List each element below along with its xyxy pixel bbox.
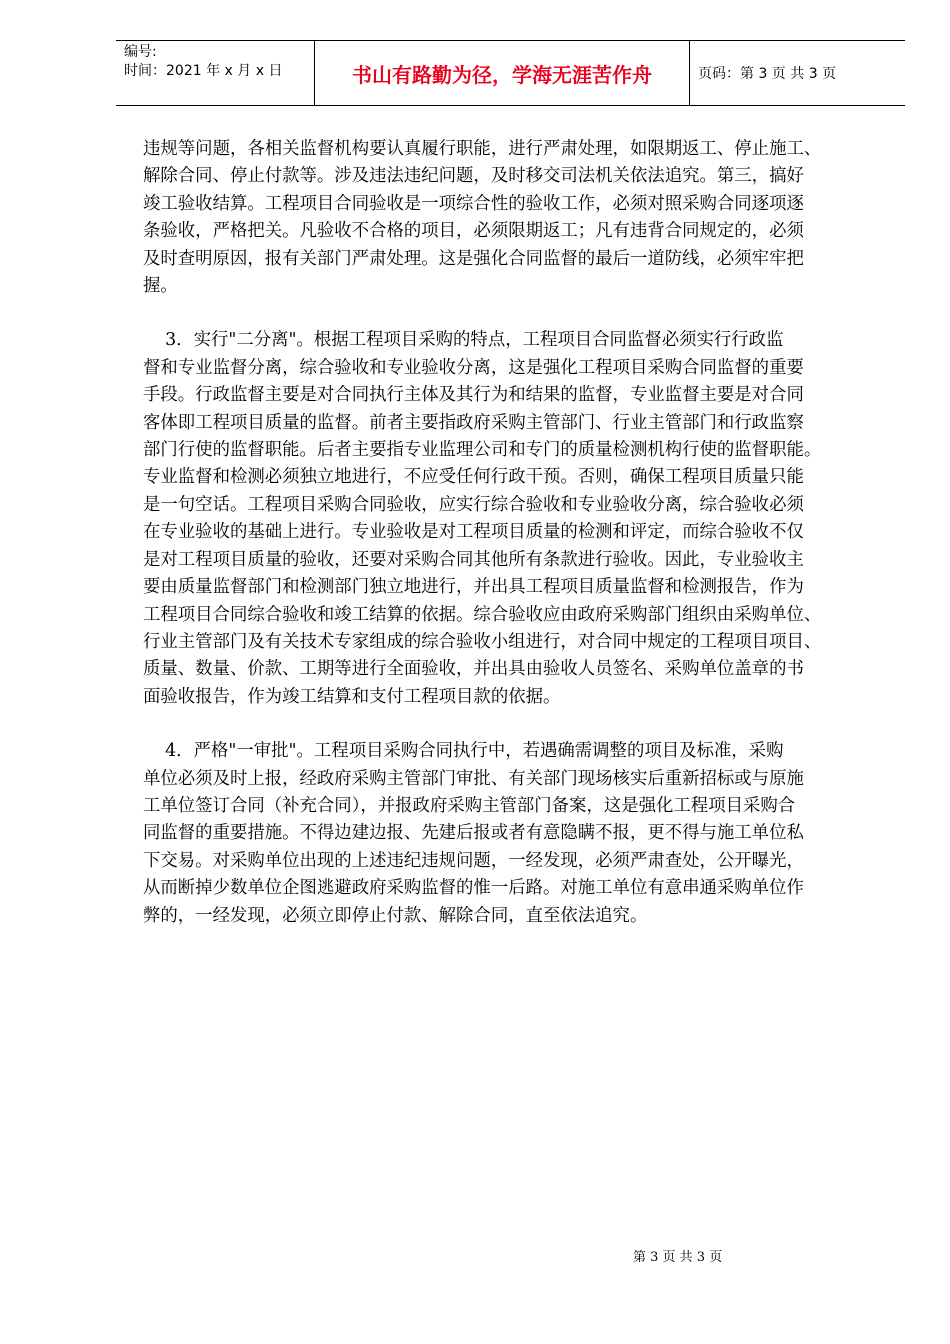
paragraph (143, 327, 883, 711)
header-motto: 书山有路勤为径，学海无涯苦作舟 (315, 41, 690, 105)
paragraph-line: 竣工验收结算。工程项目合同验收是一项综合性的验收工作，必须对照采购合同逐项逐 (143, 193, 804, 214)
header-meta (116, 41, 315, 105)
paragraph-line: 下交易。对采购单位出现的上述违纪违规问题，一经发现，必须严肃查处，公开曝光， (143, 850, 804, 871)
time-label: 时间：2021 年 x 月 x 日 (124, 63, 283, 79)
page-footer: 第 3 页 共 3 页 (633, 1250, 723, 1265)
serial-label: 编号: (124, 44, 157, 60)
paragraph-line: 面验收报告，作为竣工结算和支付工程项目款的依据。 (143, 686, 561, 707)
paragraph-line: 违规等问题，各相关监督机构要认真履行职能，进行严肃处理，如限期返工、停止施工、 (143, 139, 822, 159)
paragraph-line: 是对工程项目质量的验收，还要对采购合同其他所有条款进行验收。因此，专业验收主 (143, 549, 804, 570)
header-page-label: 页码：第 3 页 共 3 页 (698, 66, 837, 82)
page-header (116, 40, 905, 106)
paragraph-line: 条验收，严格把关。凡验收不合格的项目，必须限期返工；凡有违背合同规定的，必须 (143, 221, 804, 242)
paragraph-line: 解除合同、停止付款等。涉及违法违纪问题，及时移交司法机关依法追究。第三，搞好 (143, 166, 804, 187)
document-body (143, 136, 883, 930)
paragraph-line: 是一句空话。工程项目采购合同验收，应实行综合验收和专业验收分离，综合验收必须 (143, 494, 804, 515)
paragraph-line: 4．严格"一审批"。工程项目采购合同执行中，若遇确需调整的项目及标准，采购 (143, 741, 784, 762)
paragraph-line: 督和专业监督分离，综合验收和专业验收分离，这是强化工程项目采购合同监督的重要 (143, 357, 804, 378)
paragraph-line: 质量、数量、价款、工期等进行全面验收，并出具由验收人员签名、采购单位盖章的书 (143, 659, 804, 680)
paragraph-line: 手段。行政监督主要是对合同执行主体及其行为和结果的监督，专业监督主要是对合同 (143, 385, 804, 406)
paragraph-line: 客体即工程项目质量的监督。前者主要指政府采购主管部门、行业主管部门和行政监察 (143, 412, 804, 433)
paragraph-line: 3．实行"二分离"。根据工程项目采购的特点，工程项目合同监督必须实行行政监 (143, 330, 784, 351)
paragraph-line: 在专业验收的基础上进行。专业验收是对工程项目质量的检测和评定，而综合验收不仅 (143, 522, 804, 543)
paragraph-line: 工程项目合同综合验收和竣工结算的依据。综合验收应由政府采购部门组织由采购单位、 (143, 604, 822, 625)
paragraph-gap (143, 711, 883, 738)
paragraph-gap (143, 300, 883, 327)
paragraph-line: 专业监督和检测必须独立地进行，不应受任何行政干预。否则，确保工程项目质量只能 (143, 467, 804, 488)
paragraph-line: 同监督的重要措施。不得边建边报、先建后报或者有意隐瞒不报，更不得与施工单位私 (143, 823, 804, 844)
paragraph-line: 工单位签订合同（补充合同），并报政府采购主管部门备案，这是强化工程项目采购合 (143, 795, 796, 816)
paragraph-line: 及时查明原因，报有关部门严肃处理。这是强化合同监督的最后一道防线，必须牢牢把 (143, 248, 804, 269)
paragraph-line: 弊的，一经发现，必须立即停止付款、解除合同，直至依法追究。 (143, 905, 648, 926)
paragraph-line: 部门行使的监督职能。后者主要指专业监理公司和专门的质量检测机构行使的监督职能。 (143, 440, 822, 461)
paragraph-line: 要由质量监督部门和检测部门独立地进行，并出具工程项目质量监督和检测报告，作为 (143, 577, 804, 598)
paragraph-line: 单位必须及时上报，经政府采购主管部门审批、有关部门现场核实后重新招标或与原施 (143, 768, 804, 789)
paragraph-line: 行业主管部门及有关技术专家组成的综合验收小组进行，对合同中规定的工程项目项目、 (143, 631, 822, 652)
paragraph (143, 738, 883, 930)
paragraph-line: 握。 (143, 276, 178, 297)
paragraph-line: 从而断掉少数单位企图逃避政府采购监督的惟一后路。对施工单位有意串通采购单位作 (143, 878, 804, 899)
paragraph (143, 136, 883, 300)
